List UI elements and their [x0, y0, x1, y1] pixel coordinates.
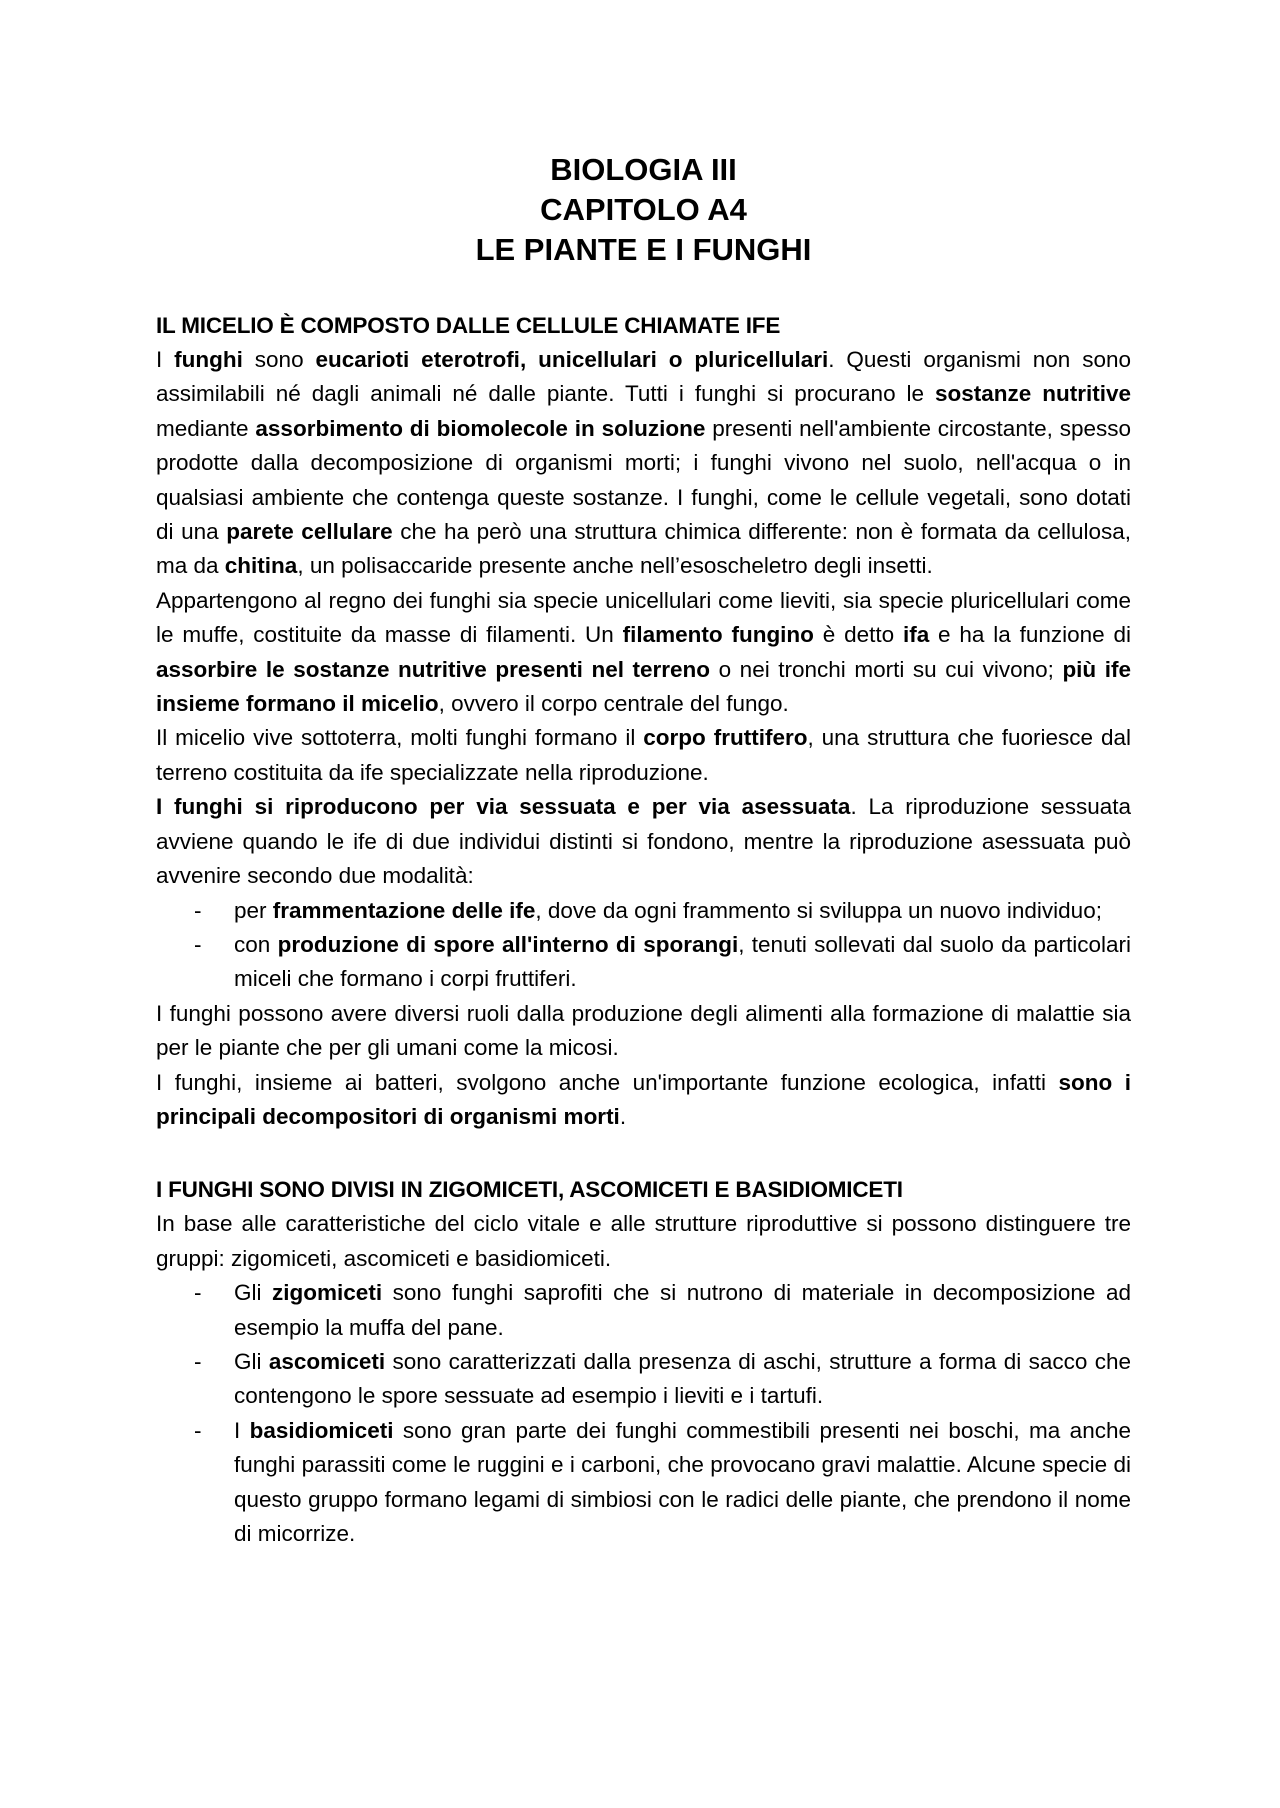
text-run: e ha la funzione di	[929, 622, 1131, 648]
bold-text: sostanze nutritive	[935, 381, 1131, 407]
text-run: , ovvero il corpo centrale del fungo.	[438, 691, 789, 717]
text-run: I	[156, 347, 175, 372]
text-run: sono	[242, 347, 316, 372]
text-run: è detto	[813, 622, 903, 648]
text-run: , un polisaccaride presente anche nell’esoscheletro degli insetti.	[297, 553, 933, 579]
bold-text: frammentazione delle ife	[272, 897, 536, 923]
text-run: . La riproduzione sessuata avviene quando le ife di due individui distinti si fondono, mentre la riproduzione asessuata può avvenire secondo due modalità:	[156, 794, 1131, 889]
text-run: presenti nell'ambiente circostante, spesso prodotte dalla decomposizione di organismi morti; i funghi vivono nel suolo, nell'acqua o in qualsiasi ambiente che contenga queste sostanze. I funghi, come le cellule vegetali, sono dotati di una	[156, 415, 1131, 545]
bullet-list-gruppi	[156, 1276, 1131, 1551]
title-line-subject: BIOLOGIA III	[550, 152, 737, 187]
text-run: .	[619, 1103, 627, 1129]
bold-text: sono i principali decompositori di organismi morti	[156, 1069, 1131, 1129]
text-run: Gli	[234, 1348, 269, 1374]
title-line-chapter: CAPITOLO A4	[540, 192, 747, 227]
text-run: mediante	[156, 415, 256, 441]
text-run: sono gran parte dei funghi commestibili presenti nei boschi, ma anche funghi parassiti come le ruggini e i carboni, che provocano gravi malattie. Alcune specie di questo gruppo formano legami di simbiosi con le radici delle piante, che prendono il nome di micorrize.	[234, 1417, 1131, 1546]
section-heading-gruppi: I FUNGHI SONO DIVISI IN ZIGOMICETI, ASCOMICETI E BASIDIOMICETI	[156, 1177, 903, 1203]
bold-text: funghi	[174, 347, 243, 372]
paragraph	[156, 997, 1131, 1066]
section-heading-micelio: IL MICELIO È COMPOSTO DALLE CELLULE CHIAMATE IFE	[156, 313, 781, 338]
list-item	[156, 894, 1131, 928]
text-run: . Questi organismi non sono assimilabili né dagli animali né dalle piante. Tutti i funghi si procurano le	[156, 347, 1131, 407]
bold-text: assorbimento di biomolecole in soluzione	[255, 415, 706, 441]
paragraph	[156, 343, 1131, 584]
bold-text: assorbire le sostanze nutritive presenti nel terreno	[156, 656, 711, 682]
bold-text: più ife insieme formano il micelio	[156, 656, 1131, 717]
bold-text: chitina	[224, 553, 298, 579]
paragraph	[156, 1207, 1131, 1276]
text-run: con	[234, 931, 278, 957]
text-run: Gli	[234, 1280, 273, 1306]
text-run: I	[234, 1417, 250, 1443]
text-run: sono caratterizzati dalla presenza di aschi, strutture a forma di sacco che contengono le spore sessuate ad esempio i lieviti e i tartufi.	[234, 1348, 1132, 1409]
list-item	[156, 1414, 1131, 1552]
list-item	[156, 928, 1131, 997]
text-run: per	[234, 897, 273, 923]
text-run: I funghi possono avere diversi ruoli dalla produzione degli alimenti alla formazione di malattie sia per le piante che per gli umani come la micosi.	[156, 1000, 1131, 1061]
text-run: o nei tronchi morti su cui vivono;	[710, 656, 1063, 682]
list-item	[156, 1345, 1131, 1414]
bold-text: zigomiceti	[272, 1280, 383, 1306]
paragraph	[156, 790, 1131, 893]
title-line-topic: LE PIANTE E I FUNGHI	[475, 232, 812, 267]
bold-text: produzione di spore all'interno di sporangi	[277, 931, 739, 957]
text-run: Appartengono al regno dei funghi sia specie unicellulari come lieviti, sia specie pluricellulari come le muffe, costituite da masse di filamenti. Un	[156, 587, 1131, 648]
text-run: Il micelio vive sottoterra, molti funghi formano il	[156, 725, 644, 751]
list-item	[156, 1276, 1131, 1345]
bold-text: basidiomiceti	[249, 1417, 394, 1443]
bold-text: filamento fungino	[622, 622, 814, 648]
bold-text: parete cellulare	[226, 519, 393, 545]
bold-text: I funghi si riproducono per via sessuata e per via asessuata	[156, 794, 851, 820]
text-run: , tenuti sollevati dal suolo da particolari miceli che formano i corpi fruttiferi.	[234, 931, 1132, 992]
text-run: , una struttura che fuoriesce dal terreno costituita da ife specializzate nella riproduzione.	[156, 725, 1131, 785]
paragraph	[156, 584, 1131, 722]
bold-text: ifa	[902, 622, 930, 648]
text-run: sono funghi saprofiti che si nutrono di materiale in decomposizione ad esempio la muffa del pane.	[234, 1280, 1131, 1340]
paragraph	[156, 721, 1131, 790]
text-run: che ha però una struttura chimica differente: non è formata da cellulosa, ma da	[156, 519, 1131, 579]
section-gruppi	[156, 1172, 1131, 1551]
bold-text: eucarioti eterotrofi, unicellulari o pluricellulari	[315, 347, 829, 372]
document-title	[156, 150, 1131, 270]
bold-text: ascomiceti	[268, 1348, 386, 1374]
text-run: I funghi, insieme ai batteri, svolgono anche un'importante funzione ecologica, infatti	[156, 1069, 1059, 1095]
bullet-list-riproduzione	[156, 894, 1131, 997]
paragraph	[156, 1066, 1131, 1135]
text-run: In base alle caratteristiche del ciclo vitale e alle strutture riproduttive si possono distinguere tre gruppi: zigomiceti, ascomiceti e basidiomiceti.	[156, 1211, 1131, 1271]
section-micelio	[156, 308, 1131, 1134]
bold-text: corpo fruttifero	[643, 725, 808, 751]
text-run: , dove da ogni frammento si sviluppa un nuovo individuo;	[535, 897, 1102, 923]
document-page	[156, 150, 1131, 1551]
